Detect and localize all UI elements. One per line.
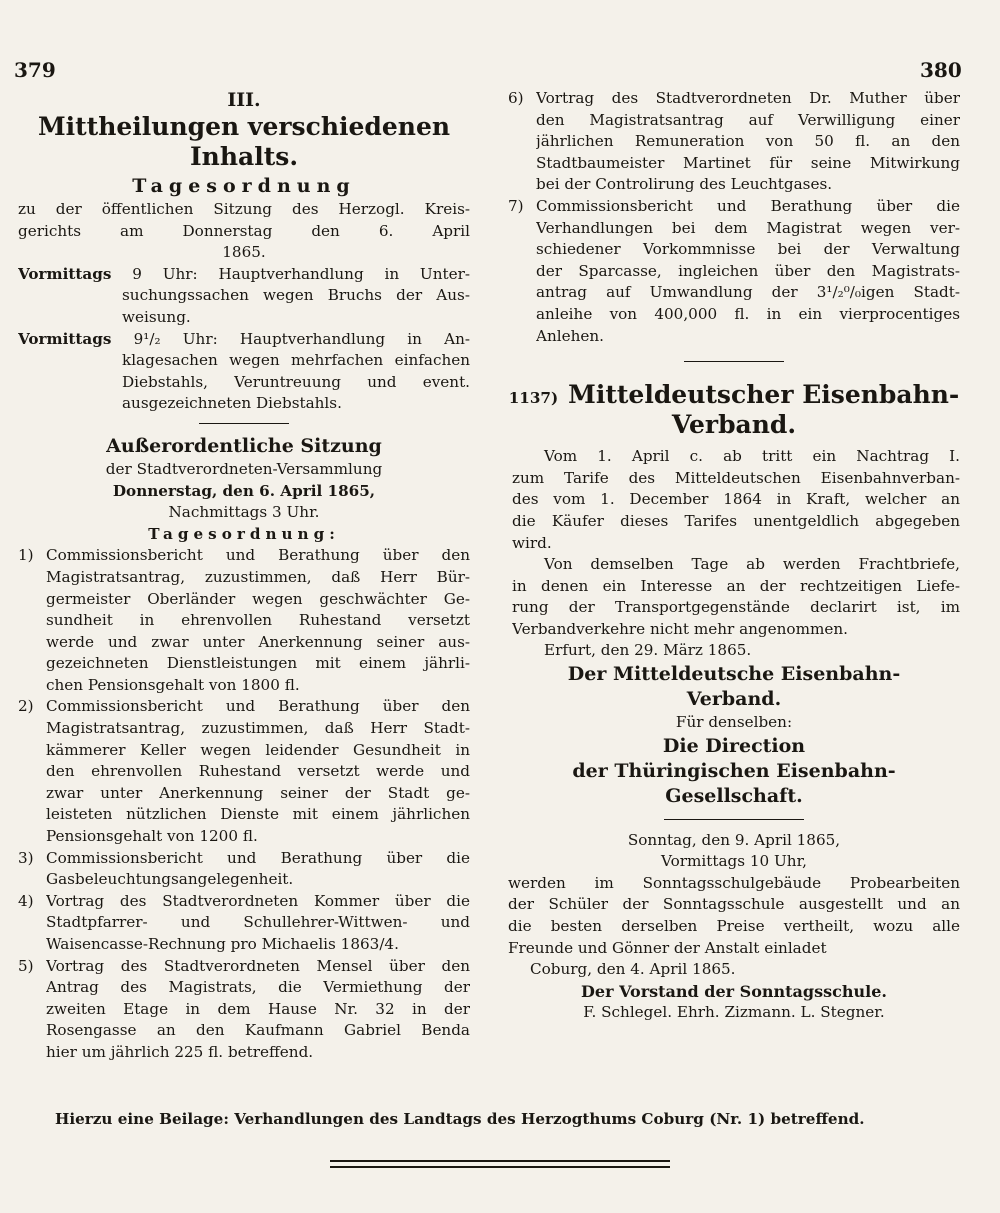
notice-for-line: Für denselben: <box>675 713 793 732</box>
direction-line: Gesellschaft. <box>665 784 803 807</box>
item-number: 1) <box>18 546 34 565</box>
notice-paragraph <box>512 554 960 640</box>
agenda-list-item <box>18 891 470 956</box>
supplement-note: Hierzu eine Beilage: Verhandlungen des Landtags des Herzogthums Coburg (Nr. 1) betreffend. <box>55 1110 865 1128</box>
agenda-item-line: 9 Uhr: Hauptverhandlung in Unter- <box>132 264 470 283</box>
notice-place-date: Erfurt, den 29. März 1865. <box>544 641 752 660</box>
agenda-item-line: klagesachen wegen mehrfachen einfachen <box>122 351 470 370</box>
text-line: Gasbeleuchtungsangelegenheit. <box>46 870 294 889</box>
agenda-list-item <box>18 696 470 847</box>
text-line: Commissionsbericht und Berathung über den <box>46 546 470 565</box>
text-line: Antrag des Magistrats, die Vermiethung der <box>46 978 470 997</box>
text-line: sundheit in ehrenvollen Ruhestand versetzt <box>46 611 470 630</box>
item-text <box>46 696 470 847</box>
text-line: Vom 1. April c. ab tritt ein Nachtrag I. <box>544 447 960 466</box>
school-board: Der Vorstand der Sonntagsschule. <box>581 981 887 1001</box>
notice-paragraph <box>512 446 960 554</box>
agenda-list-item <box>18 956 470 1064</box>
item-number: 2) <box>18 697 34 716</box>
agenda-item <box>18 329 470 415</box>
agenda-item-line: Diebstahls, Veruntreuung und event. <box>122 372 470 391</box>
item-text <box>46 891 470 956</box>
text-line: in denen ein Interesse an der rechtzeitigen Liefe- <box>512 576 960 595</box>
divider <box>684 361 784 362</box>
direction-line: Die Direction <box>662 734 806 757</box>
text-line: hier um jährlich 225 fl. betreffend. <box>46 1042 314 1061</box>
text-line: gezeichneten Dienstleistungen mit einem jährli- <box>46 654 470 673</box>
text-line: kämmerer Keller wegen leidender Gesundheit in <box>46 740 470 759</box>
session-time: Nachmittags 3 Uhr. <box>168 503 320 522</box>
text-line: Verbandverkehre nicht mehr angenommen. <box>512 619 848 638</box>
text-line: Freunde und Gönner der Anstalt einladet <box>508 938 827 957</box>
text-line: germeister Oberländer wegen geschwächter Ge- <box>46 589 470 608</box>
text-line: den Magistratsantrag auf Verwilligung einer <box>536 110 960 129</box>
text-line: bei der Controlirung des Leuchtgases. <box>536 175 833 194</box>
text-line: die besten derselben Preise vertheilt, wozu alle <box>508 917 960 936</box>
session-title: Außerordentliche Sitzung <box>106 434 382 457</box>
text-line: Stadtpfarrer- und Schullehrer-Wittwen- und <box>46 913 470 932</box>
text-line: Waisencasse-Rechnung pro Michaelis 1863/4. <box>46 935 399 953</box>
text-line: zum Tarife des Mitteldeutschen Eisenbahnverban- <box>512 468 960 487</box>
text-line: leisteten nützlichen Dienste mit einem jährlichen <box>46 805 470 824</box>
text-line: Rosengasse an den Kaufmann Gabriel Benda <box>46 1021 470 1040</box>
text-line: wird. <box>512 533 552 552</box>
agenda-item-line: suchungssachen wegen Bruchs der Aus- <box>122 286 470 305</box>
agenda-item <box>18 264 470 329</box>
text-line: Magistratsantrag, zuzustimmen, daß Herr Bür- <box>46 567 470 586</box>
session-agenda-label: Tagesordnung: <box>148 524 340 543</box>
right-column <box>508 88 960 1024</box>
page-number-right: 380 <box>920 58 962 82</box>
text-line: des vom 1. December 1864 in Kraft, welcher an <box>512 490 960 509</box>
agenda-list-item <box>508 196 960 347</box>
page-number-left: 379 <box>14 58 56 82</box>
text-line: Commissionsbericht und Berathung über die <box>46 848 470 867</box>
text-line: der Sparcasse, ingleichen über den Magistrats- <box>536 261 960 280</box>
item-number: 4) <box>18 891 34 910</box>
divider <box>664 819 804 820</box>
agenda-item-lead: Vormittags <box>18 264 112 283</box>
notice-title-2: Verband. <box>671 410 797 440</box>
agenda-title: Tagesordnung <box>132 175 356 197</box>
session-items-right <box>508 88 960 347</box>
text-line: die Käufer dieses Tarifes unentgeldlich abgegeben <box>512 511 960 530</box>
agenda-item-lead: Vormittags <box>18 329 112 348</box>
left-column <box>18 88 470 1064</box>
item-text <box>536 88 960 196</box>
notice-title: Mitteldeutscher Eisenbahn- <box>568 380 960 410</box>
item-number: 3) <box>18 848 34 867</box>
item-number: 5) <box>18 956 34 975</box>
text-line: rung der Transportgegenstände declarirt ist, im <box>512 598 960 617</box>
closing-rule <box>330 1166 670 1168</box>
text-line: Verhandlungen bei dem Magistrat wegen ver- <box>536 218 960 237</box>
text-line: Commissionsbericht und Berathung über die <box>536 196 960 215</box>
agenda-intro-line: zu der öffentlichen Sitzung des Herzogl. Kreis- <box>18 200 470 218</box>
notice-signature: Der Mitteldeutsche Eisenbahn- <box>567 663 901 686</box>
notice-number: 1137) <box>508 389 559 408</box>
section-heading: III. <box>227 89 261 111</box>
text-line: Magistratsantrag, zuzustimmen, daß Herr Stadt- <box>46 719 470 738</box>
session-date: Donnerstag, den 6. April 1865, <box>112 481 376 500</box>
text-line: schiedener Vorkommnisse bei der Verwaltung <box>536 240 960 259</box>
school-place-date: Coburg, den 4. April 1865. <box>530 960 736 979</box>
item-text <box>536 196 960 347</box>
agenda-list-item <box>508 88 960 196</box>
text-line: jährlichen Remuneration von 50 fl. an den <box>536 132 960 151</box>
agenda-item-line: weisung. <box>122 307 191 326</box>
text-line: werden im Sonntagsschulgebäude Probearbeiten <box>508 873 960 892</box>
text-line: Anlehen. <box>536 326 604 345</box>
school-date: Sonntag, den 9. April 1865, <box>627 830 841 849</box>
text-line: Von demselben Tage ab werden Frachtbriefe, <box>544 555 960 574</box>
agenda-list-item <box>18 848 470 891</box>
notice-heading <box>508 380 960 410</box>
direction-line: der Thüringischen Eisenbahn- <box>572 759 896 782</box>
text-line: Pensionsgehalt von 1200 fl. <box>46 827 258 846</box>
text-line: Stadtbaumeister Martinet für seine Mitwirkung <box>536 153 960 172</box>
item-number: 7) <box>508 196 524 215</box>
notice-signature-2: Verband. <box>686 688 782 711</box>
agenda-item-line: ausgezeichneten Diebstahls. <box>122 394 342 413</box>
closing-rule <box>330 1160 670 1162</box>
school-time: Vormittags 10 Uhr, <box>661 852 807 871</box>
section-title: Mittheilungen verschiedenen Inhalts. <box>37 112 451 171</box>
session-items-left <box>18 545 470 1063</box>
text-line: Vortrag des Stadtverordneten Dr. Muther über <box>536 89 960 107</box>
text-line: Vortrag des Stadtverordneten Kommer über die <box>46 891 470 910</box>
text-line: den ehrenvollen Ruhestand versetzt werde und <box>46 762 470 781</box>
text-line: werde und zwar unter Anerkennung seiner aus- <box>46 632 470 651</box>
text-line: antrag auf Umwandlung der 3¹/₂⁰/₀igen Stadt- <box>536 283 960 302</box>
item-text <box>46 545 470 696</box>
school-names: F. Schlegel. Ehrh. Zizmann. L. Stegner. <box>583 1003 885 1022</box>
text-line: chen Pensionsgehalt von 1800 fl. <box>46 675 300 694</box>
session-subtitle: der Stadtverordneten-Versammlung <box>105 459 383 478</box>
agenda-list-item <box>18 545 470 696</box>
text-line: zweiten Etage in dem Hause Nr. 32 in der <box>46 999 470 1018</box>
agenda-year: 1865. <box>222 243 266 262</box>
agenda-item-line: 9¹/₂ Uhr: Hauptverhandlung in An- <box>133 329 470 348</box>
agenda-intro-line: gerichts am Donnerstag den 6. April <box>18 221 470 240</box>
item-number: 6) <box>508 89 524 107</box>
text-line: der Schüler der Sonntagsschule ausgestellt und an <box>508 895 960 914</box>
item-text <box>46 848 470 891</box>
item-text <box>46 956 470 1064</box>
text-line: Commissionsbericht und Berathung über den <box>46 697 470 716</box>
text-line: zwar unter Anerkennung seiner der Stadt ge- <box>46 783 470 802</box>
school-body <box>508 873 960 959</box>
text-line: anleihe von 400,000 fl. in ein vierprocentiges <box>536 304 960 323</box>
divider <box>199 423 289 424</box>
text-line: Vortrag des Stadtverordneten Mensel über den <box>46 956 470 975</box>
